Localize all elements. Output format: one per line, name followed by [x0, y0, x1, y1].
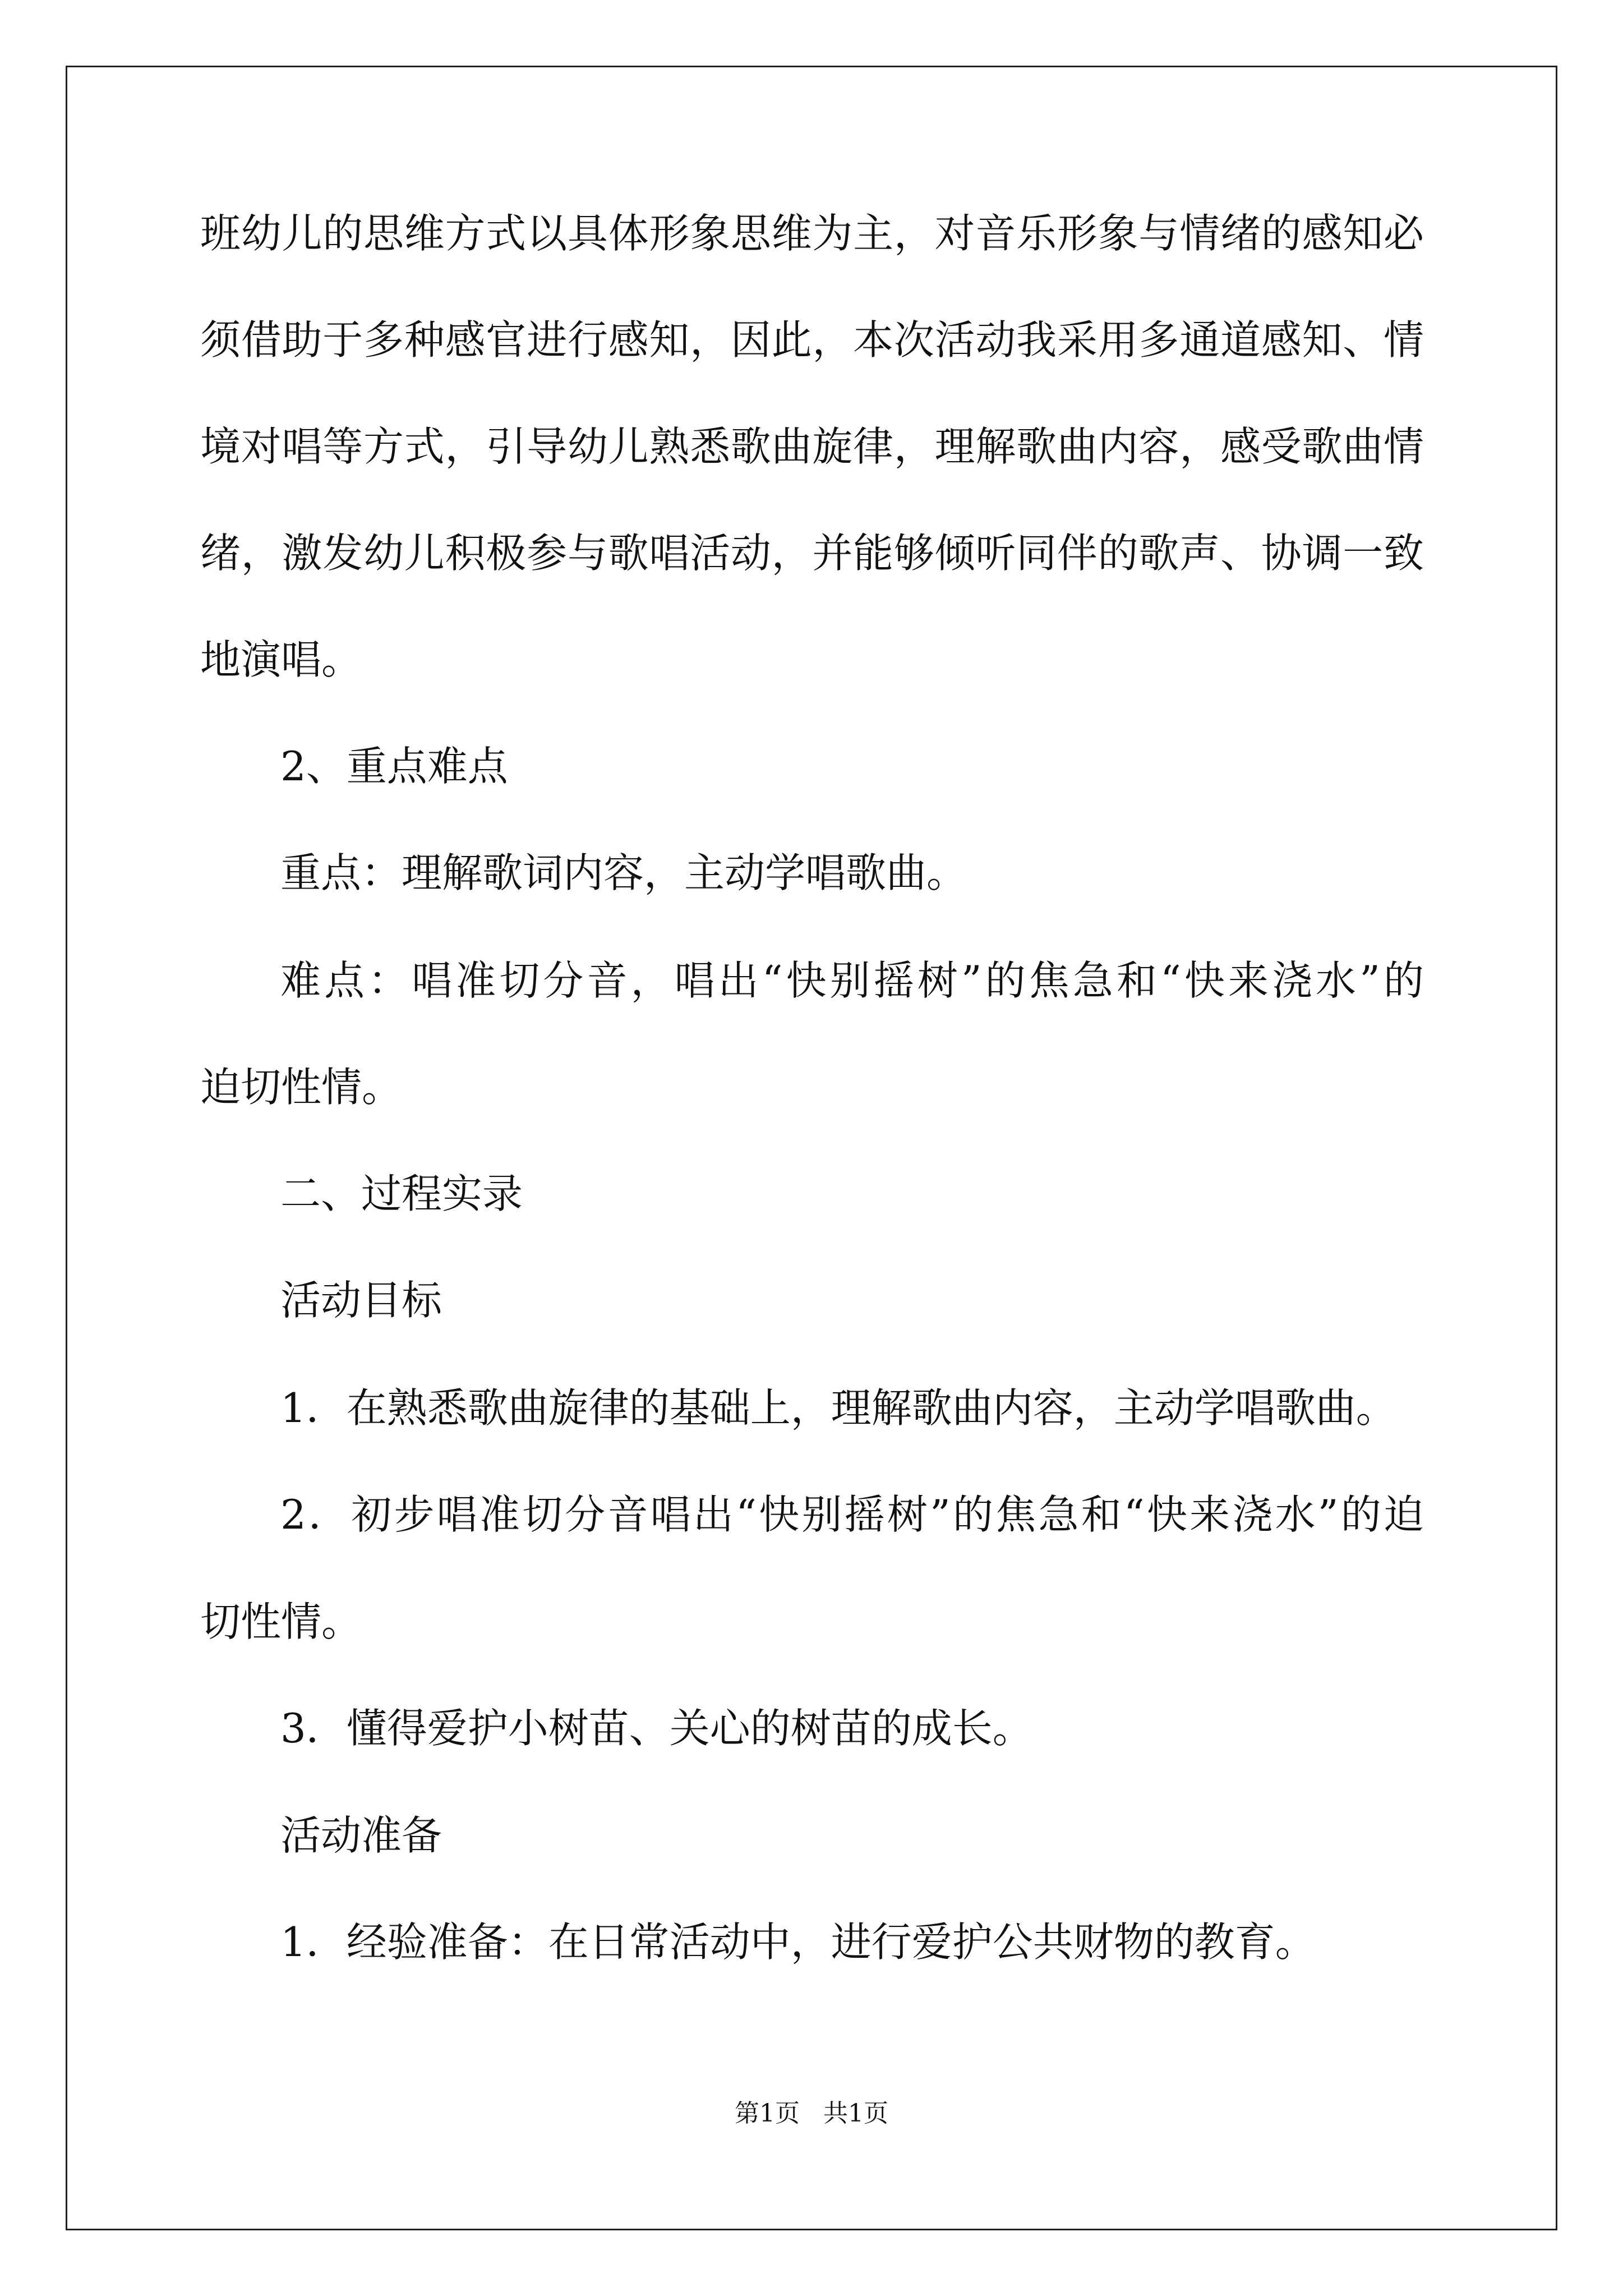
text-line: 难点：唱准切分音，唱出“快别摇树”的焦急和“快来浇水”的: [280, 957, 1424, 1004]
text-line: 活动准备: [280, 1812, 442, 1859]
text-line: 班幼儿的思维方式以具体形象思维为主，对音乐形象与情绪的感知必: [200, 210, 1424, 257]
text-line: 切性情。: [200, 1598, 362, 1645]
text-line: 重点：理解歌词内容，主动学唱歌曲。: [280, 849, 967, 896]
page-border: [66, 66, 1557, 2230]
text-line: 3．懂得爱护小树苗、关心的树苗的成长。: [280, 1705, 1033, 1752]
page-footer: 第1页 共1页: [735, 2099, 888, 2128]
text-line: 地演唱。: [200, 636, 362, 683]
text-line: 活动目标: [280, 1277, 442, 1324]
text-line: 迫切性情。: [200, 1064, 403, 1111]
text-line: 1．经验准备：在日常活动中，进行爱护公共财物的教育。: [280, 1918, 1316, 1966]
text-line: 2．初步唱准切分音唱出“快别摇树”的焦急和“快来浇水”的迫: [280, 1491, 1424, 1538]
text-line: 境对唱等方式，引导幼儿熟悉歌曲旋律，理解歌曲内容，感受歌曲情: [200, 423, 1424, 470]
text-line: 绪，激发幼儿积极参与歌唱活动，并能够倾听同伴的歌声、协调一致: [200, 530, 1424, 577]
text-line: 须借助于多种感官进行感知，因此，本次活动我采用多通道感知、情: [200, 316, 1424, 364]
text-line: 2、重点难点: [280, 743, 508, 790]
text-line: 二、过程实录: [280, 1170, 523, 1217]
text-line: 1．在熟悉歌曲旋律的基础上，理解歌曲内容，主动学唱歌曲。: [280, 1384, 1396, 1432]
